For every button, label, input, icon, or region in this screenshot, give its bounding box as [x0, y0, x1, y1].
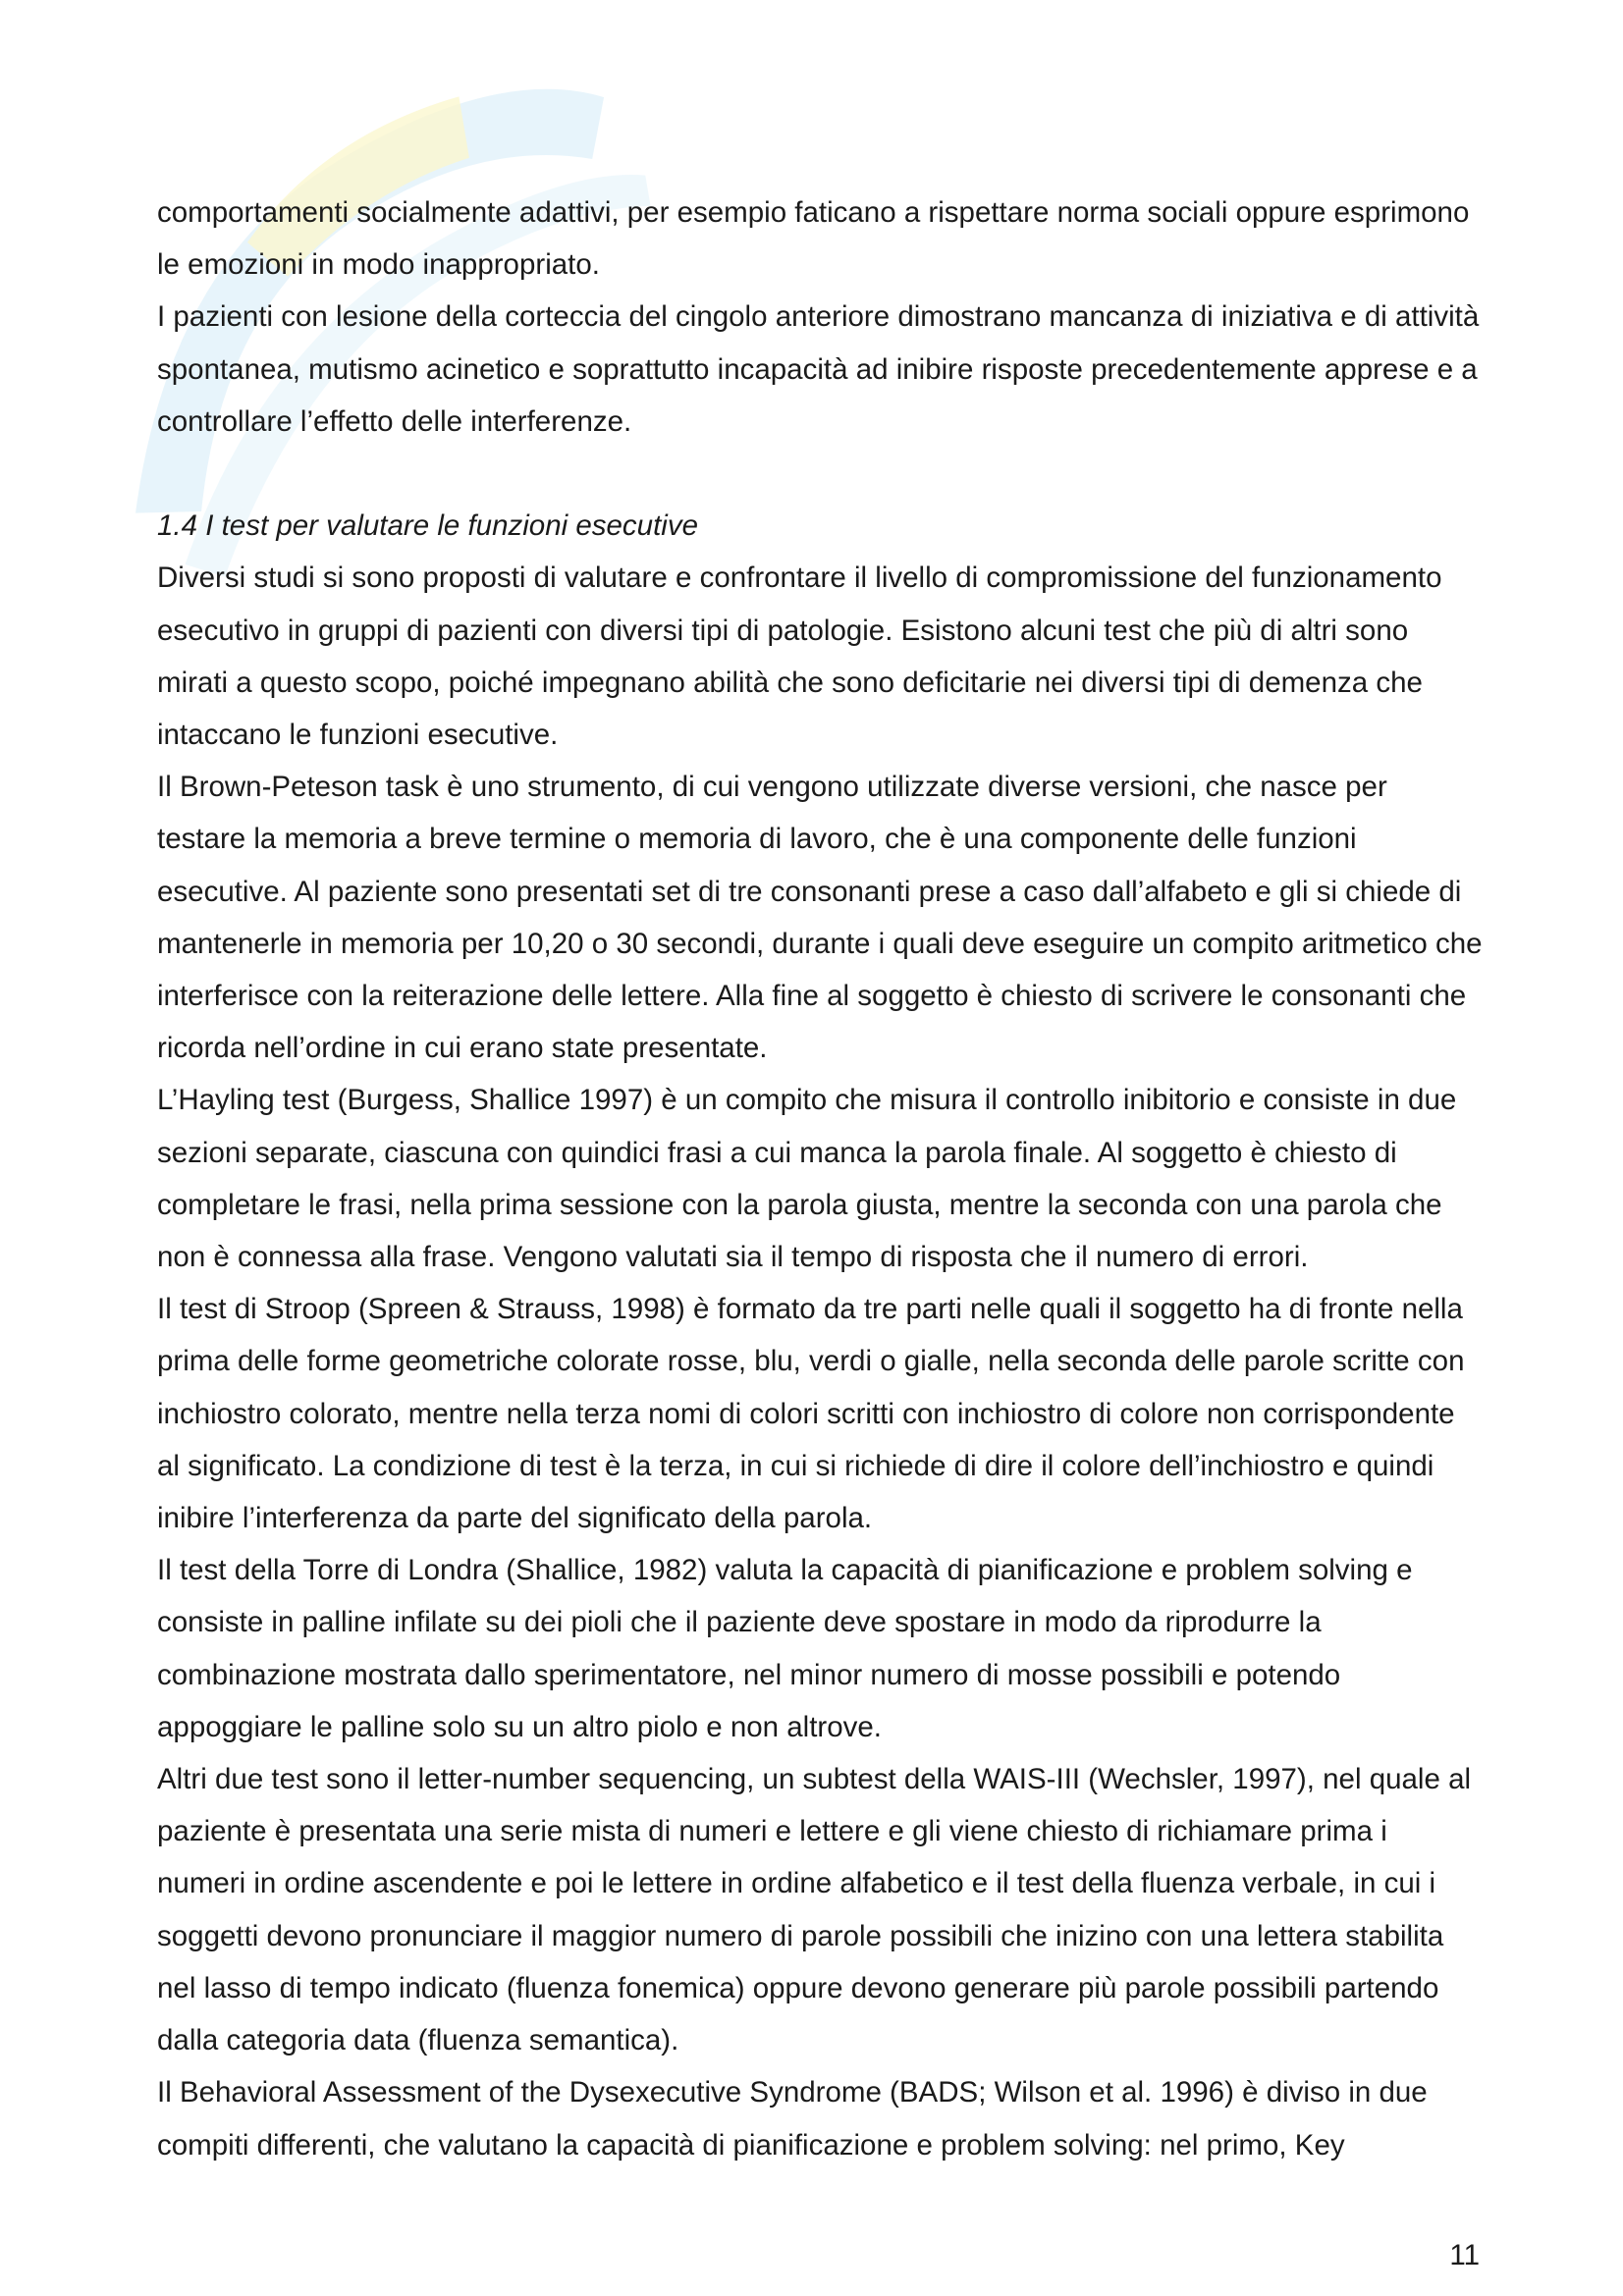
paragraph: Il test di Stroop (Spreen & Strauss, 1998) è formato da tre parti nelle quali il soggetto ha di fronte nella prima delle forme geometriche colorate rosse, blu, verdi o gialle, nella seconda delle parole scritte con inchiostro colorato, mentre nella terza nomi di colori scritti con inchiostro di colore non corrispondente al significato. La condizione di test è la terza, in cui si richiede di dire il colore dell’inchiostro e quindi inibire l’interferenza da parte del significato della parola. [157, 1293, 1465, 1535]
paragraph: Diversi studi si sono proposti di valutare e confrontare il livello di compromissione del funzionamento esecutivo in gruppi di pazienti con diversi tipi di patologie. Esistono alcuni test che più di altri sono mirati a questo scopo, poiché impegnano abilità che sono deficitarie nei diversi tipi di demenza che intaccano le funzioni esecutive. [157, 561, 1442, 752]
paragraph: I pazienti con lesione della corteccia del cingolo anteriore dimostrano mancanza di iniziativa e di attività spontanea, mutismo acinetico e soprattutto incapacità ad inibire risposte precedentemente apprese e a controllare l’effetto delle interferenze. [157, 300, 1480, 438]
paragraph: L’Hayling test (Burgess, Shallice 1997) è un compito che misura il controllo inibitorio e consiste in due sezioni separate, ciascuna con quindici frasi a cui manca la parola finale. Al soggetto è chiesto di completare le frasi, nella prima sessione con la parola giusta, mentre la seconda con una parola che non è connessa alla frase. Vengono valutati sia il tempo di risposta che il numero di errori. [157, 1084, 1457, 1274]
paragraph: Il Brown-Peteson task è uno strumento, di cui vengono utilizzate diverse versioni, che nasce per testare la memoria a breve termine o memoria di lavoro, che è una componente delle funzioni esecutive. Al paziente sono presentati set di tre consonanti prese a caso dall’alfabeto e gli si chiede di mantenerle in memoria per 10,20 o 30 secondi, durante i quali deve eseguire un compito aritmetico che interferisce con la reiterazione delle lettere. Alla fine al soggetto è chiesto di scrivere le consonanti che ricorda nell’ordine in cui erano state presentate. [157, 771, 1483, 1065]
document-body [157, 187, 1483, 2171]
paragraph: comportamenti socialmente adattivi, per esempio faticano a rispettare norma sociali oppure esprimono le emozioni in modo inappropriato. [157, 196, 1470, 282]
paragraph: Il Behavioral Assessment of the Dysexecutive Syndrome (BADS; Wilson et al. 1996) è diviso in due compiti differenti, che valutano la capacità di pianificazione e problem solving: nel primo, Key [157, 2076, 1428, 2162]
page-number: 11 [1449, 2239, 1480, 2271]
paragraph: Altri due test sono il letter-number sequencing, un subtest della WAIS-III (Wechsler, 1997), nel quale al paziente è presentata una serie mista di numeri e lettere e gli viene chiesto di richiamare prima i numeri in ordine ascendente e poi le lettere in ordine alfabetico e il test della fluenza verbale, in cui i soggetti devono pronunciare il maggior numero di parole possibili che inizino con una lettera stabilita nel lasso di tempo indicato (fluenza fonemica) oppure devono generare più parole possibili partendo dalla categoria data (fluenza semantica). [157, 1763, 1472, 2057]
section-heading: 1.4 I test per valutare le funzioni esecutive [157, 509, 698, 543]
paragraph-spacer [157, 448, 1483, 500]
paragraph: Il test della Torre di Londra (Shallice, 1982) valuta la capacità di pianificazione e problem solving e consiste in palline infilate su dei pioli che il paziente deve spostare in modo da riprodurre la combinazione mostrata dallo sperimentatore, nel minor numero di mosse possibili e potendo appoggiare le palline solo su un altro piolo e non altrove. [157, 1554, 1413, 1743]
